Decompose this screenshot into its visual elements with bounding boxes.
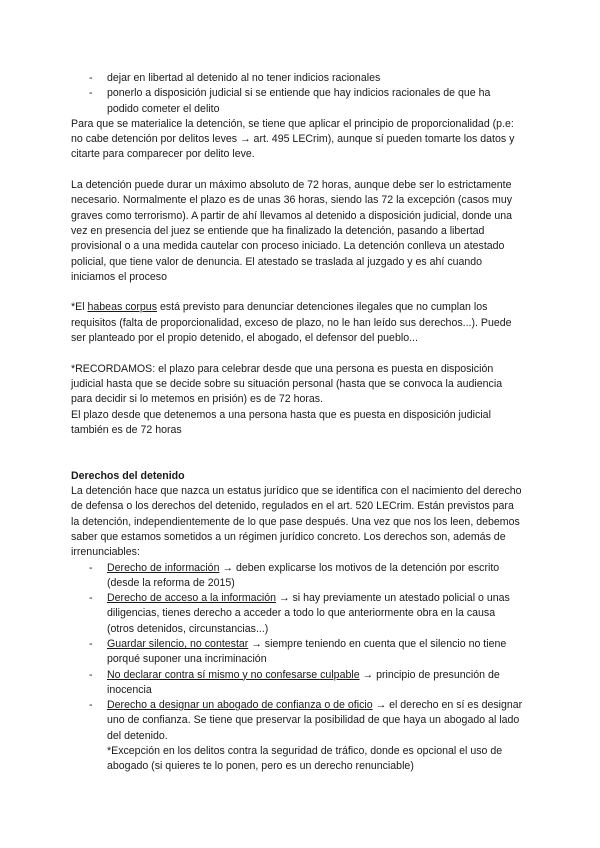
right-term: Derecho de acceso a la información bbox=[107, 592, 277, 605]
document-body bbox=[71, 71, 525, 775]
right-term: No declarar contra sí mismo y no confesarse culpable bbox=[107, 668, 360, 681]
habeas-prefix: *El bbox=[71, 301, 88, 314]
plazo-paragraph: El plazo desde que detenemos a una persona hasta que es puesta en disposición judicial también es de 72 horas bbox=[71, 408, 491, 436]
list-item: - dejar en libertad al detenido al no tener indicios racionales bbox=[89, 71, 525, 86]
list-item bbox=[89, 668, 525, 699]
duration-paragraph: La detención puede durar un máximo absoluto de 72 horas, aunque debe ser lo estrictamente necesario. Normalmente el plazo es de unas 36 horas, siendo las 72 la excepción (casos muy graves como terrorismo). A partir de ahí llevamos al detenido a disposición judicial, donde una vez en presencia del juez se entiende que ha finalizado la detención, pasando a libertad provisional o a una medida cautelar con proceso iniciado. La detención conlleva un atestado policial, que tiene valor de denuncia. El atestado se traslada al juzgado y es ahí cuando iniciamos el proceso bbox=[71, 179, 513, 283]
list-item bbox=[89, 591, 525, 637]
right-term: Guardar silencio, no contestar bbox=[107, 637, 249, 650]
proportionality-paragraph: Para que se materialice la detención, se tiene que aplicar el principio de proporcionalidad (p.e: no cabe detención por delitos leves → art. 495 LECrim), aunque sí pueden tomarte los datos y citarte para comparecer por delito leve. bbox=[71, 117, 515, 161]
right-desc: → si hay previamente un atestado policial o unas diligencias, tienes derecho a acceder a todo lo que anteriormente obra en la causa (otros detenidos, circunstancias...) bbox=[107, 592, 510, 635]
rights-heading: Derechos del detenido bbox=[71, 469, 185, 482]
list-item bbox=[89, 637, 525, 668]
list-item bbox=[89, 698, 525, 774]
habeas-rest: está previsto para denunciar detenciones ilegales que no cumplan los requisitos (falta de proporcionalidad, exceso de plazo, no le han leído sus derechos...). Puede ser planteado por el propio detenido, el abogado, el defensor del pueblo... bbox=[71, 301, 512, 345]
rights-note: *Excepción en los delitos contra la seguridad de tráfico, donde es opcional el uso de abogado (si quieres te lo ponen, pero es un derecho renunciable) bbox=[107, 745, 503, 773]
recordamos-note: *RECORDAMOS: el plazo para celebrar desde que una persona es puesta en disposición judicial hasta que se decide sobre su situación personal (hasta que se convoca la audiencia para decidir si lo metemos en prisión) es de 72 horas. bbox=[71, 362, 503, 406]
rights-list bbox=[71, 561, 525, 775]
intro-list bbox=[71, 71, 525, 117]
right-desc: → siempre teniendo en cuenta que el silencio no tiene porqué suponer una incriminación bbox=[107, 637, 507, 666]
right-desc: → el derecho en sí es designar uno de confianza. Se tiene que preservar la posibilidad de que haya un abogado al lado del detenido. bbox=[107, 699, 523, 742]
list-item: - ponerlo a disposición judicial si se entiende que hay indicios racionales de que ha podido cometer el delito bbox=[89, 86, 525, 117]
right-desc: → principio de presunción de inocencia bbox=[107, 668, 500, 696]
rights-intro: La detención hace que nazca un estatus jurídico que se identifica con el nacimiento del derecho de defensa o los derechos del detenido, regulados en el art. 520 LECrim. Están previstos para la detención, independientemente de lo que pase después. Una vez que nos los leen, debemos saber que estamos sometidos a un régimen jurídico concreto. Los derechos son, además de irrenunciables: bbox=[71, 485, 522, 559]
right-term: Derecho de información bbox=[107, 561, 220, 574]
list-item bbox=[89, 561, 525, 592]
right-desc: → deben explicarse los motivos de la detención por escrito (desde la reforma de 2015) bbox=[107, 561, 500, 589]
habeas-corpus-note bbox=[71, 300, 525, 346]
habeas-corpus-term: habeas corpus bbox=[87, 301, 157, 314]
right-term: Derecho a designar un abogado de confianza o de oficio bbox=[107, 699, 373, 712]
